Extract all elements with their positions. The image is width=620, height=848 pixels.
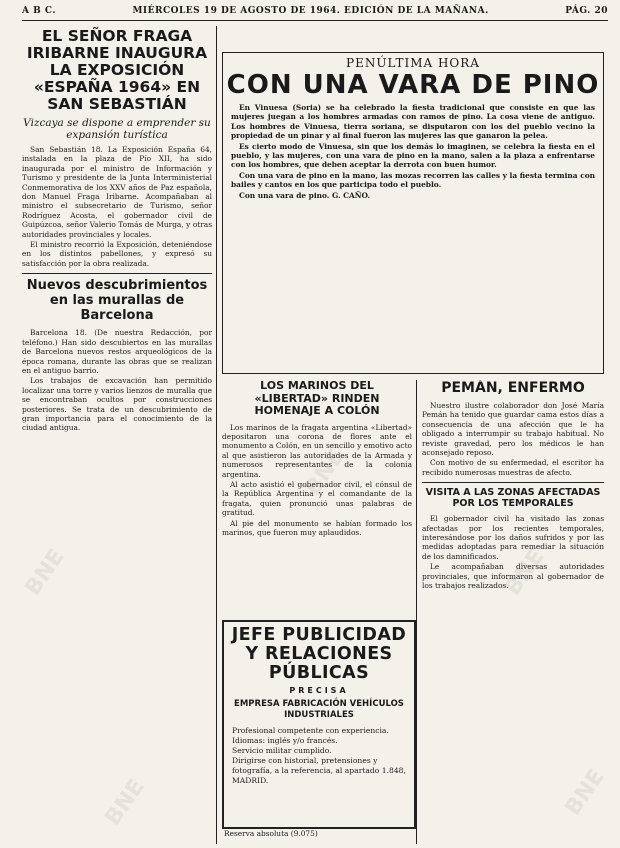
ad-item-4: Dirigirse con historial, pretensiones y fotografía, a la referencia, al apartado 1.848, MADRID. [232, 756, 406, 785]
ad-footer: Reserva absoluta (9.075) [224, 829, 318, 838]
ad-title: JEFE PUBLICIDAD Y RELACIONES PÚBLICAS [231, 625, 407, 683]
libertad-headline: LOS MARINOS DEL «LIBERTAD» RINDEN HOMENAJE A COLÓN [254, 380, 380, 417]
barcelona-paragraph-2: Los trabajos de excavación han permitido localizar una torre y varios lienzos de muralla que se encontraban ocultos por construcciones posteriores. Se trata de un descubrimiento de gran importancia para el conocimiento de la ciudad antigua. [22, 376, 212, 433]
fraga-subhead: Vizcaya se dispone a emprender su expansión turística [23, 117, 211, 141]
center-column [222, 380, 412, 610]
temporales-paragraph-2: Le acompañaban diversas autoridades provinciales, que informaron al gobernador de los trabajos realizados. [422, 562, 604, 591]
article-divider [22, 273, 212, 274]
fraga-paragraph-1: San Sebastián 18. La Exposición España 64, instalada en la plaza de Pío XII, ha sido inaugurada por el ministro de Información y Turismo y presidente de la Junta Interministerial Conmemorativa de los XXV años de Paz española, don Manuel Fraga Iribarne. Acompañaban al ministro el subsecretario de Turismo, señor Rodríguez Acosta, el gobernador civil de Guipúzcoa, señor Valerio Tomás de Murga, y otras autoridades provinciales y locales. [22, 145, 212, 239]
header-date: MIÉRCOLES 19 DE AGOSTO DE 1964. EDICIÓN DE LA MAÑANA. [132, 6, 489, 16]
column-rule-right [416, 380, 417, 844]
ad-item-3: Servicio militar cumplido. [232, 746, 332, 755]
header-page-number: PÁG. 20 [565, 6, 608, 16]
article-divider-right [422, 482, 604, 483]
peman-headline: PEMÁN, ENFERMO [441, 380, 585, 396]
watermark: BNE [500, 544, 550, 601]
header-publication: A B C. [22, 6, 56, 16]
column-rule-left [216, 26, 217, 844]
left-column [22, 26, 212, 844]
barcelona-paragraph-1: Barcelona 18. (De nuestra Redacción, por teléfono.) Han sido descubiertos en las murallas de Barcelona nuevos restos arqueológicos de la época romana, durante las obras que se realizan en el antiguo barrio. [22, 328, 212, 375]
temporales-headline: VISITA A LAS ZONAS AFECTADAS POR LOS TEMPORALES [425, 487, 601, 510]
vara-paragraph-1: En Vinuesa (Soria) se ha celebrado la fiesta tradicional que consiste en que las mujeres juegan a los hombres armadas con ramos de pino. La cosa viene de antiguo. Los hombres de Vinuesa, tierra soriana, se disputaron con los del pueblo vecino la propiedad de un pinar y al final fueron las mujeres las que ganaron la pelea. [231, 103, 595, 141]
vara-kicker: PENÚLTIMA HORA [346, 56, 480, 70]
vara-headline: CON UNA VARA DE PINO [226, 70, 600, 100]
barcelona-headline: Nuevos descubrimientos en las murallas de Barcelona [26, 278, 208, 324]
vara-de-pino-box [222, 52, 604, 374]
libertad-paragraph-1: Los marinos de la fragata argentina «Libertad» depositaron una corona de flores ante el monumento a Colón, en un sencillo y emotivo acto al que asistieron las autoridades de la Armada y numerosos representantes de la colonia argentina. [222, 422, 412, 479]
ad-item-2: Idiomas: inglés y/o francés. [232, 736, 338, 745]
fraga-headline: EL SEÑOR FRAGA IRIBARNE INAUGURA LA EXPOSICIÓN «ESPAÑA 1964» EN SAN SEBASTIÁN [26, 27, 208, 113]
vara-paragraph-3: Con una vara de pino en la mano, las mozas recorren las calles y la fiesta termina con bailes y cantos en los que participa todo el pueblo. [231, 170, 595, 190]
peman-paragraph-2: Con motivo de su enfermedad, el escritor ha recibido numerosas muestras de afecto. [422, 458, 604, 477]
ad-company: EMPRESA FABRICACIÓN VEHÍCULOS INDUSTRIALES [234, 699, 404, 720]
watermark: BNE [100, 774, 150, 831]
header-rule [22, 20, 608, 21]
ad-item-1: Profesional competente con experiencia. [232, 726, 389, 735]
job-ad-box [222, 620, 416, 829]
page-header [22, 4, 608, 18]
vara-paragraph-2: Es cierto modo de Vinuesa, sin que los demás lo imaginen, se celebra la fiesta en el pueblo, y las mujeres, con una vara de pino en la mano, salen a la plaza a enfrentarse con los hombres, que deben aceptar la derrota con buen humor. [231, 141, 595, 170]
temporales-paragraph-1: El gobernador civil ha visitado las zonas afectadas por los recientes temporales, interesándose por los daños sufridos y por las medidas adoptadas para remediar la situación de los damnificados. [422, 514, 604, 561]
vara-signature: Con una vara de pino. G. CAÑO. [239, 190, 371, 200]
peman-paragraph-1: Nuestro ilustre colaborador don José María Pemán ha tenido que guardar cama estos días a consecuencia de una afección que le ha obligado a interrumpir su trabajo habitual. No reviste gravedad, pero los médicos le han aconsejado reposo. [422, 401, 604, 458]
watermark: BNE [560, 764, 610, 821]
watermark: BNE [300, 444, 350, 501]
libertad-paragraph-3: Al pie del monumento se habían formado los marinos, que fueron muy aplaudidos. [222, 518, 412, 537]
ad-subtitle: PRECISA [289, 686, 349, 695]
right-column [422, 380, 604, 844]
watermark: BNE [20, 544, 70, 601]
libertad-paragraph-2: Al acto asistió el gobernador civil, el cónsul de la República Argentina y el comandante de la fragata, quien pronunció unas palabras de gratitud. [222, 479, 412, 518]
fraga-paragraph-2: El ministro recorrió la Exposición, deteniéndose en los distintos pabellones, y expresó su satisfacción por la obra realizada. [22, 240, 212, 268]
